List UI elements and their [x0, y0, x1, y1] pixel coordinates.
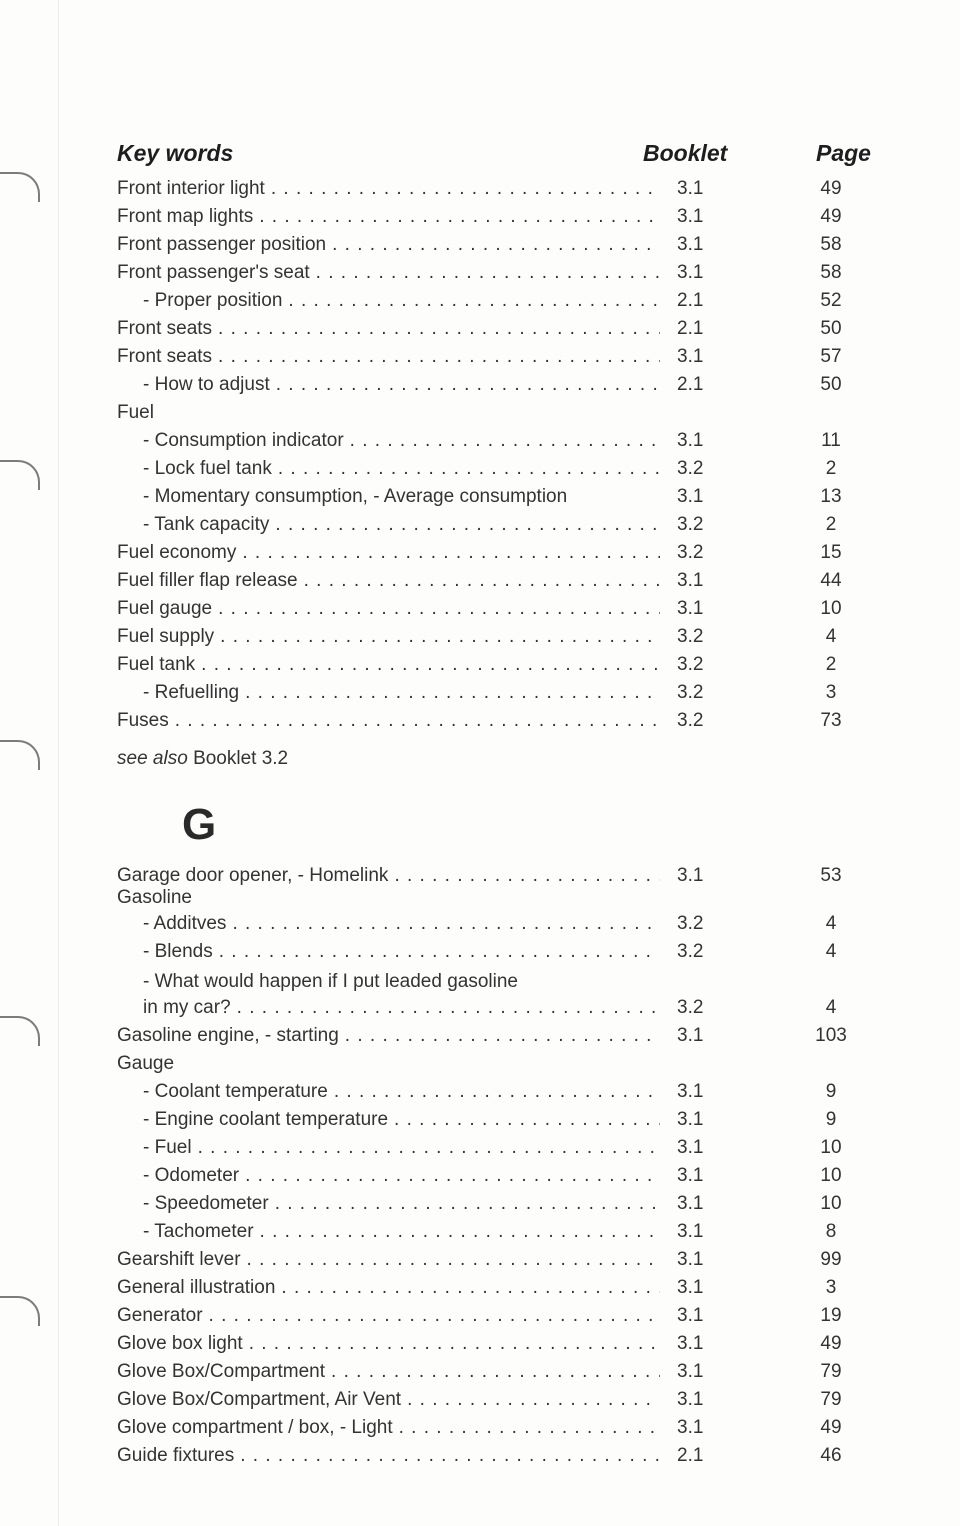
entry-booklet: 3.1 [677, 1333, 704, 1354]
entry-page: 79 [820, 1361, 842, 1382]
entry-keyword: Fuel supply [117, 626, 220, 647]
entry-page: 53 [820, 865, 842, 886]
entry-page: 10 [820, 598, 842, 619]
index-entry [0, 994, 960, 1022]
entry-booklet: 3.2 [677, 458, 704, 479]
entry-keyword: - Speedometer [143, 1193, 275, 1214]
entry-page: 52 [820, 290, 842, 311]
entry-page: 4 [825, 997, 837, 1018]
entry-keyword: - Consumption indicator [143, 430, 350, 451]
entry-page: 73 [820, 710, 842, 731]
section-letter-g: G [182, 800, 217, 849]
entry-booklet: 3.1 [677, 1025, 704, 1046]
index-entry [0, 1442, 960, 1470]
header-key-words: Key words [117, 140, 234, 166]
index-entry [0, 1386, 960, 1414]
entry-keyword: Front passenger position [117, 234, 332, 255]
index-section-f [0, 175, 960, 735]
entry-keyword: - Tank capacity [143, 514, 275, 535]
entry-keyword: - Refuelling [143, 682, 245, 703]
index-header [0, 140, 960, 176]
index-entry [0, 1246, 960, 1274]
entry-keyword: Fuel filler flap release [117, 570, 304, 591]
entry-booklet: 3.2 [677, 626, 704, 647]
entry-keyword: Guide fixtures [117, 1445, 240, 1466]
entry-page: 13 [820, 486, 842, 507]
entry-page: 2 [825, 654, 837, 675]
entry-keyword: - What would happen if I put leaded gasoline [143, 971, 524, 992]
entry-booklet: 3.1 [677, 1361, 704, 1382]
entry-booklet: 3.1 [677, 1305, 704, 1326]
index-entry [0, 539, 960, 567]
entry-booklet: 3.1 [677, 346, 704, 367]
index-entry [0, 1414, 960, 1442]
entry-keyword: - Coolant temperature [143, 1081, 334, 1102]
index-entry [0, 1358, 960, 1386]
entry-page: 19 [820, 1305, 842, 1326]
entry-booklet: 3.2 [677, 710, 704, 731]
index-entry [0, 651, 960, 679]
entry-keyword: Garage door opener, - Homelink [117, 865, 394, 886]
entry-keyword: Gauge [117, 1053, 180, 1074]
entry-page: 49 [820, 1333, 842, 1354]
entry-page: 50 [820, 374, 842, 395]
entry-booklet: 3.1 [677, 865, 704, 886]
entry-page: 44 [820, 570, 842, 591]
entry-keyword: General illustration [117, 1277, 281, 1298]
entry-page: 49 [820, 178, 842, 199]
index-entry [0, 1078, 960, 1106]
entry-page: 46 [820, 1445, 842, 1466]
index-entry [0, 511, 960, 539]
index-entry [0, 399, 960, 427]
entry-booklet: 2.1 [677, 1445, 704, 1466]
entry-booklet: 3.1 [677, 206, 704, 227]
index-entry [0, 1302, 960, 1330]
entry-booklet: 3.1 [677, 234, 704, 255]
header-page: Page [816, 140, 871, 166]
entry-keyword: - Lock fuel tank [143, 458, 278, 479]
entry-booklet: 3.1 [677, 1249, 704, 1270]
entry-keyword: Glove compartment / box, - Light [117, 1417, 399, 1438]
entry-page: 4 [825, 913, 837, 934]
index-entry [0, 231, 960, 259]
index-entry [0, 315, 960, 343]
entry-keyword: Front map lights [117, 206, 259, 227]
entry-page: 4 [825, 941, 837, 962]
index-entry [0, 1162, 960, 1190]
index-entry [0, 483, 960, 511]
index-entry [0, 938, 960, 968]
entry-page: 50 [820, 318, 842, 339]
entry-booklet: 3.2 [677, 682, 704, 703]
index-entry [0, 259, 960, 287]
entry-page: 99 [820, 1249, 842, 1270]
index-entry [0, 862, 960, 884]
entry-keyword: Fuel gauge [117, 598, 218, 619]
entry-keyword: Gearshift lever [117, 1249, 247, 1270]
entry-keyword: Fuel tank [117, 654, 201, 675]
entry-booklet: 3.1 [677, 1221, 704, 1242]
index-entry [0, 679, 960, 707]
entry-booklet: 3.2 [677, 941, 704, 962]
entry-keyword: - Momentary consumption, - Average consumption [143, 486, 573, 507]
entry-keyword: - Tachometer [143, 1221, 260, 1242]
index-entry [0, 175, 960, 203]
index-entry [0, 884, 960, 910]
entry-booklet: 2.1 [677, 318, 704, 339]
entry-page: 2 [825, 514, 837, 535]
entry-booklet: 3.1 [677, 1389, 704, 1410]
entry-keyword: Gasoline engine, - starting [117, 1025, 345, 1046]
entry-page: 10 [820, 1137, 842, 1158]
entry-booklet: 3.2 [677, 654, 704, 675]
entry-booklet: 3.1 [677, 570, 704, 591]
entry-keyword: Front interior light [117, 178, 271, 199]
entry-booklet: 2.1 [677, 374, 704, 395]
entry-booklet: 3.1 [677, 598, 704, 619]
entry-page: 2 [825, 458, 837, 479]
index-entry [0, 203, 960, 231]
entry-booklet: 2.1 [677, 290, 704, 311]
index-entry [0, 1218, 960, 1246]
header-booklet: Booklet [643, 140, 728, 166]
entry-keyword: Glove Box/Compartment, Air Vent [117, 1389, 407, 1410]
entry-keyword: in my car? [143, 997, 237, 1018]
index-entry [0, 343, 960, 371]
entry-keyword: Front passenger's seat [117, 262, 316, 283]
entry-page: 10 [820, 1193, 842, 1214]
index-entry [0, 623, 960, 651]
entry-page: 8 [825, 1221, 837, 1242]
index-entry [0, 968, 960, 994]
entry-keyword: Fuses [117, 710, 175, 731]
entry-booklet: 3.1 [677, 1109, 704, 1130]
index-entry [0, 1022, 960, 1050]
entry-booklet: 3.1 [677, 262, 704, 283]
entry-keyword: Front seats [117, 346, 218, 367]
entry-page: 103 [815, 1025, 847, 1046]
index-section-g [0, 862, 960, 1470]
entry-keyword: Fuel [117, 402, 160, 423]
entry-keyword: Fuel economy [117, 542, 242, 563]
entry-page: 15 [820, 542, 842, 563]
entry-page: 10 [820, 1165, 842, 1186]
index-entry [0, 707, 960, 735]
index-entry [0, 371, 960, 399]
index-entry [0, 1050, 960, 1078]
see-also-prefix: see also [117, 748, 188, 769]
index-entry [0, 455, 960, 483]
entry-booklet: 3.2 [677, 514, 704, 535]
entry-page: 9 [825, 1081, 837, 1102]
entry-page: 49 [820, 1417, 842, 1438]
entry-keyword: Front seats [117, 318, 218, 339]
entry-page: 3 [825, 1277, 837, 1298]
entry-page: 3 [825, 682, 837, 703]
entry-booklet: 3.1 [677, 1165, 704, 1186]
entry-booklet: 3.2 [677, 997, 704, 1018]
entry-booklet: 3.1 [677, 178, 704, 199]
binder-hole-mark [0, 740, 40, 770]
index-entry [0, 427, 960, 455]
entry-page: 11 [821, 430, 841, 451]
entry-keyword: Gasoline [117, 887, 198, 908]
entry-page: 4 [825, 626, 837, 647]
entry-page: 58 [820, 234, 842, 255]
entry-booklet: 3.1 [677, 486, 704, 507]
index-entry [0, 1106, 960, 1134]
entry-booklet: 3.1 [677, 1417, 704, 1438]
entry-booklet: 3.1 [677, 1137, 704, 1158]
entry-keyword: - Odometer [143, 1165, 245, 1186]
see-also-note [117, 748, 288, 770]
entry-booklet: 3.1 [677, 1081, 704, 1102]
entry-booklet: 3.1 [677, 430, 704, 451]
index-entry [0, 1274, 960, 1302]
entry-page: 9 [825, 1109, 837, 1130]
index-entry [0, 1190, 960, 1218]
index-entry [0, 1134, 960, 1162]
index-entry [0, 1330, 960, 1358]
entry-keyword: - Additves [143, 913, 232, 934]
entry-booklet: 3.2 [677, 542, 704, 563]
entry-keyword: - Engine coolant temperature [143, 1109, 394, 1130]
index-entry [0, 287, 960, 315]
index-entry [0, 910, 960, 938]
entry-booklet: 3.1 [677, 1277, 704, 1298]
entry-booklet: 3.2 [677, 913, 704, 934]
entry-page: 57 [820, 346, 842, 367]
entry-keyword: - Blends [143, 941, 219, 962]
entry-page: 58 [820, 262, 842, 283]
see-also-text: Booklet 3.2 [193, 748, 289, 769]
entry-booklet: 3.1 [677, 1193, 704, 1214]
entry-page: 49 [820, 206, 842, 227]
index-entry [0, 567, 960, 595]
entry-keyword: Glove box light [117, 1333, 249, 1354]
index-entry [0, 595, 960, 623]
entry-keyword: - Proper position [143, 290, 288, 311]
entry-keyword: Generator [117, 1305, 209, 1326]
entry-page: 79 [820, 1389, 842, 1410]
entry-keyword: - How to adjust [143, 374, 276, 395]
entry-keyword: - Fuel [143, 1137, 198, 1158]
entry-keyword: Glove Box/Compartment [117, 1361, 331, 1382]
